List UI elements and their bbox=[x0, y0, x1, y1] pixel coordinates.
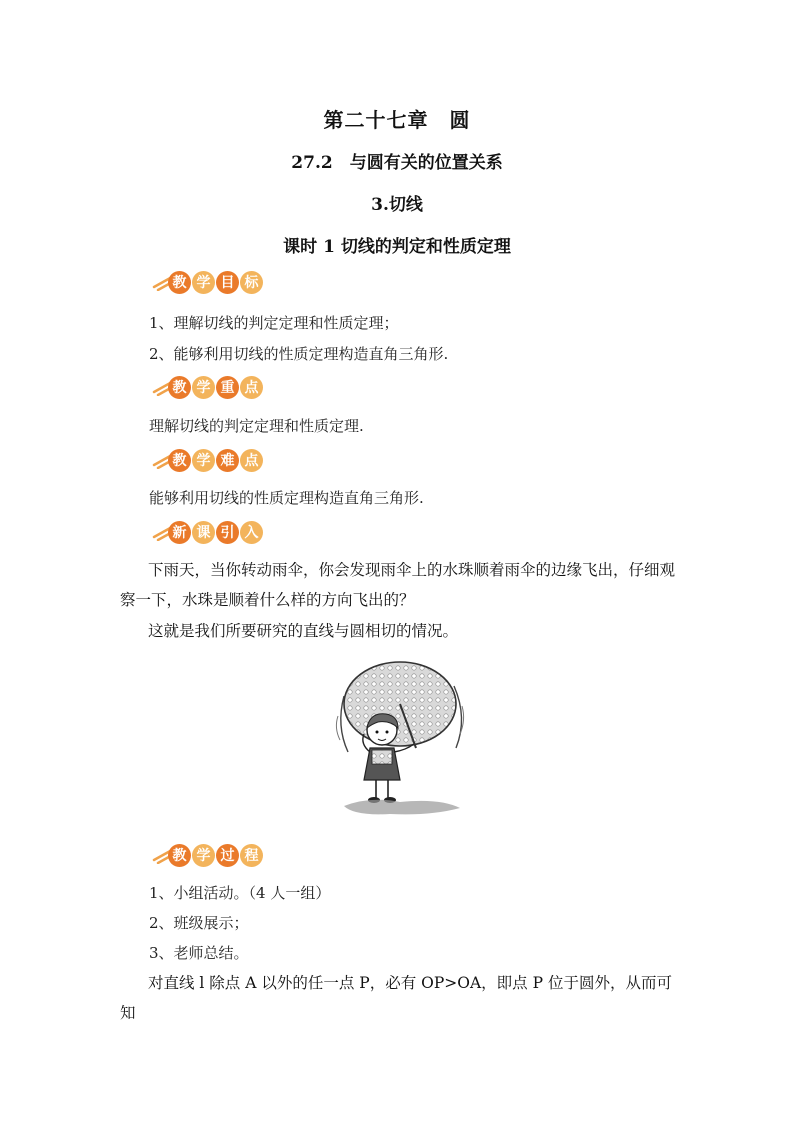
key-points-text: 理解切线的判定定理和性质定理. bbox=[149, 417, 364, 435]
badge-char: 教 bbox=[168, 449, 191, 472]
badge-char: 难 bbox=[216, 449, 239, 472]
badge-char: 课 bbox=[192, 521, 215, 544]
badge-char: 引 bbox=[216, 521, 239, 544]
badge-char: 新 bbox=[168, 521, 191, 544]
chapter-title: 第二十七章 圆 bbox=[323, 108, 471, 132]
key-points-badge bbox=[152, 374, 264, 400]
girl-umbrella-illustration bbox=[330, 656, 470, 818]
badge-char: 学 bbox=[192, 376, 215, 399]
badge-char: 程 bbox=[240, 844, 263, 867]
intro-paragraph-1 bbox=[120, 555, 680, 615]
process-paragraph-text: 对直线 l 除点 A 以外的任一点 P，必有 OP>OA，即点 P 位于圆外，从而可知 bbox=[120, 974, 672, 1022]
badge-char: 教 bbox=[168, 271, 191, 294]
lesson-title: 课时 1 切线的判定和性质定理 bbox=[283, 237, 511, 257]
objectives-badge bbox=[152, 269, 264, 295]
objective-item-2: 2、能够利用切线的性质定理构造直角三角形. bbox=[149, 345, 449, 363]
badge-char: 重 bbox=[216, 376, 239, 399]
badge-char: 过 bbox=[216, 844, 239, 867]
process-item-3: 3、老师总结。 bbox=[149, 944, 249, 962]
intro-paragraph-1-text: 下雨天，当你转动雨伞，你会发现雨伞上的水珠顺着雨伞的边缘飞出，仔细观察一下，水珠是顺着什么样的方向飞出的？ bbox=[120, 561, 676, 609]
badge-char: 学 bbox=[192, 449, 215, 472]
process-badge bbox=[152, 842, 264, 868]
process-item-1: 1、小组活动。（4 人一组） bbox=[149, 884, 331, 902]
intro-paragraph-2-text: 这就是我们所要研究的直线与圆相切的情况。 bbox=[148, 622, 459, 640]
badge-char: 入 bbox=[240, 521, 263, 544]
difficulties-badge bbox=[152, 447, 264, 473]
badge-char: 学 bbox=[192, 271, 215, 294]
process-item-2: 2、班级展示； bbox=[149, 914, 249, 932]
badge-char: 学 bbox=[192, 844, 215, 867]
badge-char: 教 bbox=[168, 844, 191, 867]
subsection-title: 3.切线 bbox=[371, 195, 423, 215]
badge-char: 教 bbox=[168, 376, 191, 399]
process-paragraph bbox=[120, 968, 680, 1028]
intro-paragraph-2 bbox=[120, 616, 680, 646]
badge-char: 标 bbox=[240, 271, 263, 294]
badge-char: 点 bbox=[240, 449, 263, 472]
intro-badge bbox=[152, 519, 264, 545]
difficulties-text: 能够利用切线的性质定理构造直角三角形. bbox=[149, 489, 424, 507]
badge-char: 目 bbox=[216, 271, 239, 294]
badge-char: 点 bbox=[240, 376, 263, 399]
section-title: 27.2 与圆有关的位置关系 bbox=[291, 153, 503, 173]
objective-item-1: 1、理解切线的判定定理和性质定理； bbox=[149, 314, 399, 332]
